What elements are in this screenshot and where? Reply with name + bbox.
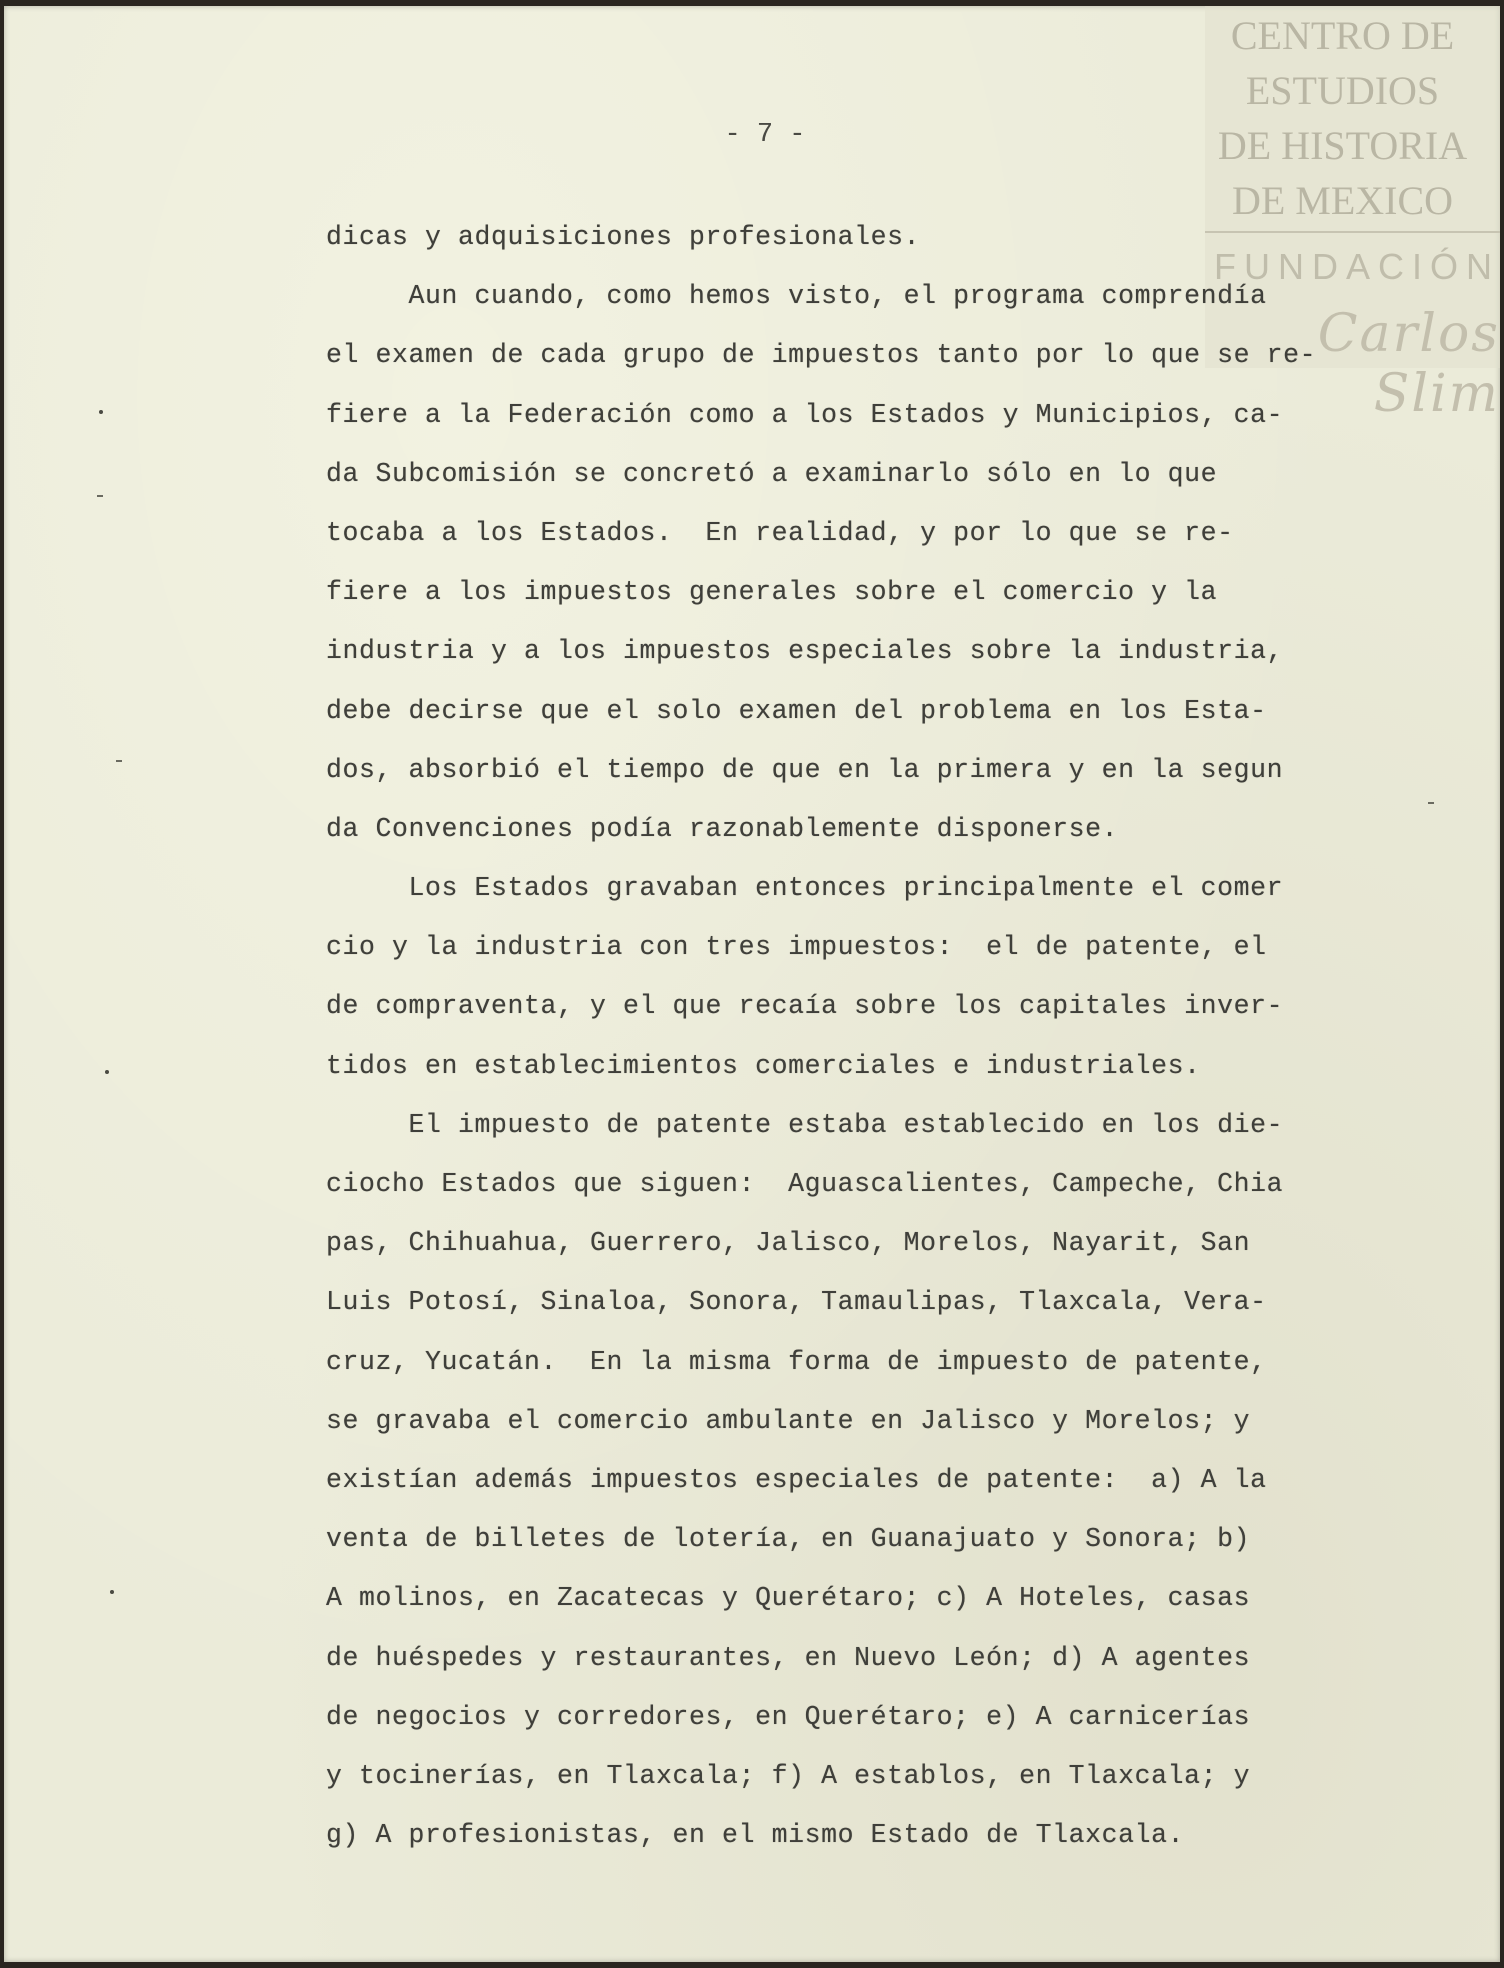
- stamp-line-1: CENTRO DE: [1230, 13, 1455, 58]
- text-line: fiere a la Federación como a los Estados y Municipios, ca-: [326, 399, 1284, 430]
- text-line: de negocios y corredores, en Querétaro; e) A carnicerías: [326, 1701, 1251, 1732]
- stamp-institution-name: [1205, 8, 1480, 228]
- text-line: g) A profesionistas, en el mismo Estado de Tlaxcala.: [326, 1820, 1185, 1851]
- margin-speck: [105, 1070, 109, 1074]
- text-line: ciocho Estados que siguen: Aguascalientes, Campeche, Chia: [326, 1169, 1284, 1199]
- text-line: da Convenciones podía razonablemente disponerse.: [326, 813, 1119, 844]
- text-line: fiere a los impuestos generales sobre el comercio y la: [326, 577, 1218, 608]
- text-line: y tocinerías, en Tlaxcala; f) A establos, en Tlaxcala; y: [326, 1760, 1251, 1791]
- text-line: El impuesto de patente estaba establecido en los die-: [326, 1109, 1284, 1140]
- text-line: da Subcomisión se concretó a examinarlo sólo en lo que: [326, 458, 1218, 489]
- text-line: cio y la industria con tres impuestos: el de patente, el: [326, 932, 1267, 963]
- text-line: debe decirse que el solo examen del problema en los Esta-: [326, 695, 1267, 726]
- text-line: A molinos, en Zacatecas y Querétaro; c) A Hoteles, casas: [326, 1583, 1251, 1614]
- text-line: cruz, Yucatán. En la misma forma de impuesto de patente,: [326, 1346, 1267, 1377]
- text-line: tocaba a los Estados. En realidad, y por lo que se re-: [326, 517, 1234, 548]
- text-line: de huéspedes y restaurantes, en Nuevo León; d) A agentes: [326, 1642, 1251, 1673]
- margin-speck: [97, 495, 103, 497]
- text-line: el examen de cada grupo de impuestos tanto por lo que se re-: [326, 340, 1317, 371]
- text-line: Luis Potosí, Sinaloa, Sonora, Tamaulipas, Tlaxcala, Vera-: [326, 1287, 1267, 1318]
- text-line: dos, absorbió el tiempo de que en la primera y en la segun: [326, 754, 1284, 785]
- text-line: pas, Chihuahua, Guerrero, Jalisco, Morelos, Nayarit, San: [326, 1228, 1251, 1259]
- margin-speck: [99, 410, 103, 414]
- text-line: dicas y adquisiciones profesionales.: [326, 222, 921, 252]
- text-line: venta de billetes de lotería, en Guanajuato y Sonora; b): [326, 1524, 1251, 1555]
- stamp-signature: Carlos Slim: [1317, 304, 1500, 424]
- text-line: de compraventa, y el que recaía sobre los capitales inver-: [326, 991, 1284, 1022]
- body-text: [326, 208, 1366, 1865]
- page-number: - 7 -: [724, 120, 806, 150]
- text-line: tidos en establecimientos comerciales e industriales.: [326, 1050, 1201, 1081]
- text-line: Los Estados gravaban entonces principalmente el comer: [326, 873, 1284, 904]
- stamp-line-2: ESTUDIOS: [1245, 68, 1440, 113]
- text-line: se gravaba el comercio ambulante en Jalisco y Morelos; y: [326, 1405, 1251, 1436]
- text-line: industria y a los impuestos especiales sobre la industria,: [326, 636, 1284, 667]
- stamp-fundacion-label: FUNDACIÓN: [1214, 246, 1500, 287]
- margin-speck: [116, 760, 122, 762]
- stamp-line-3: DE HISTORIA: [1217, 123, 1468, 168]
- text-line: existían además impuestos especiales de patente: a) A la: [326, 1464, 1267, 1495]
- margin-speck: [1428, 802, 1434, 804]
- margin-speck: [110, 1590, 114, 1594]
- text-line: Aun cuando, como hemos visto, el programa comprendía: [326, 281, 1267, 312]
- stamp-line-4: DE MEXICO: [1231, 178, 1454, 223]
